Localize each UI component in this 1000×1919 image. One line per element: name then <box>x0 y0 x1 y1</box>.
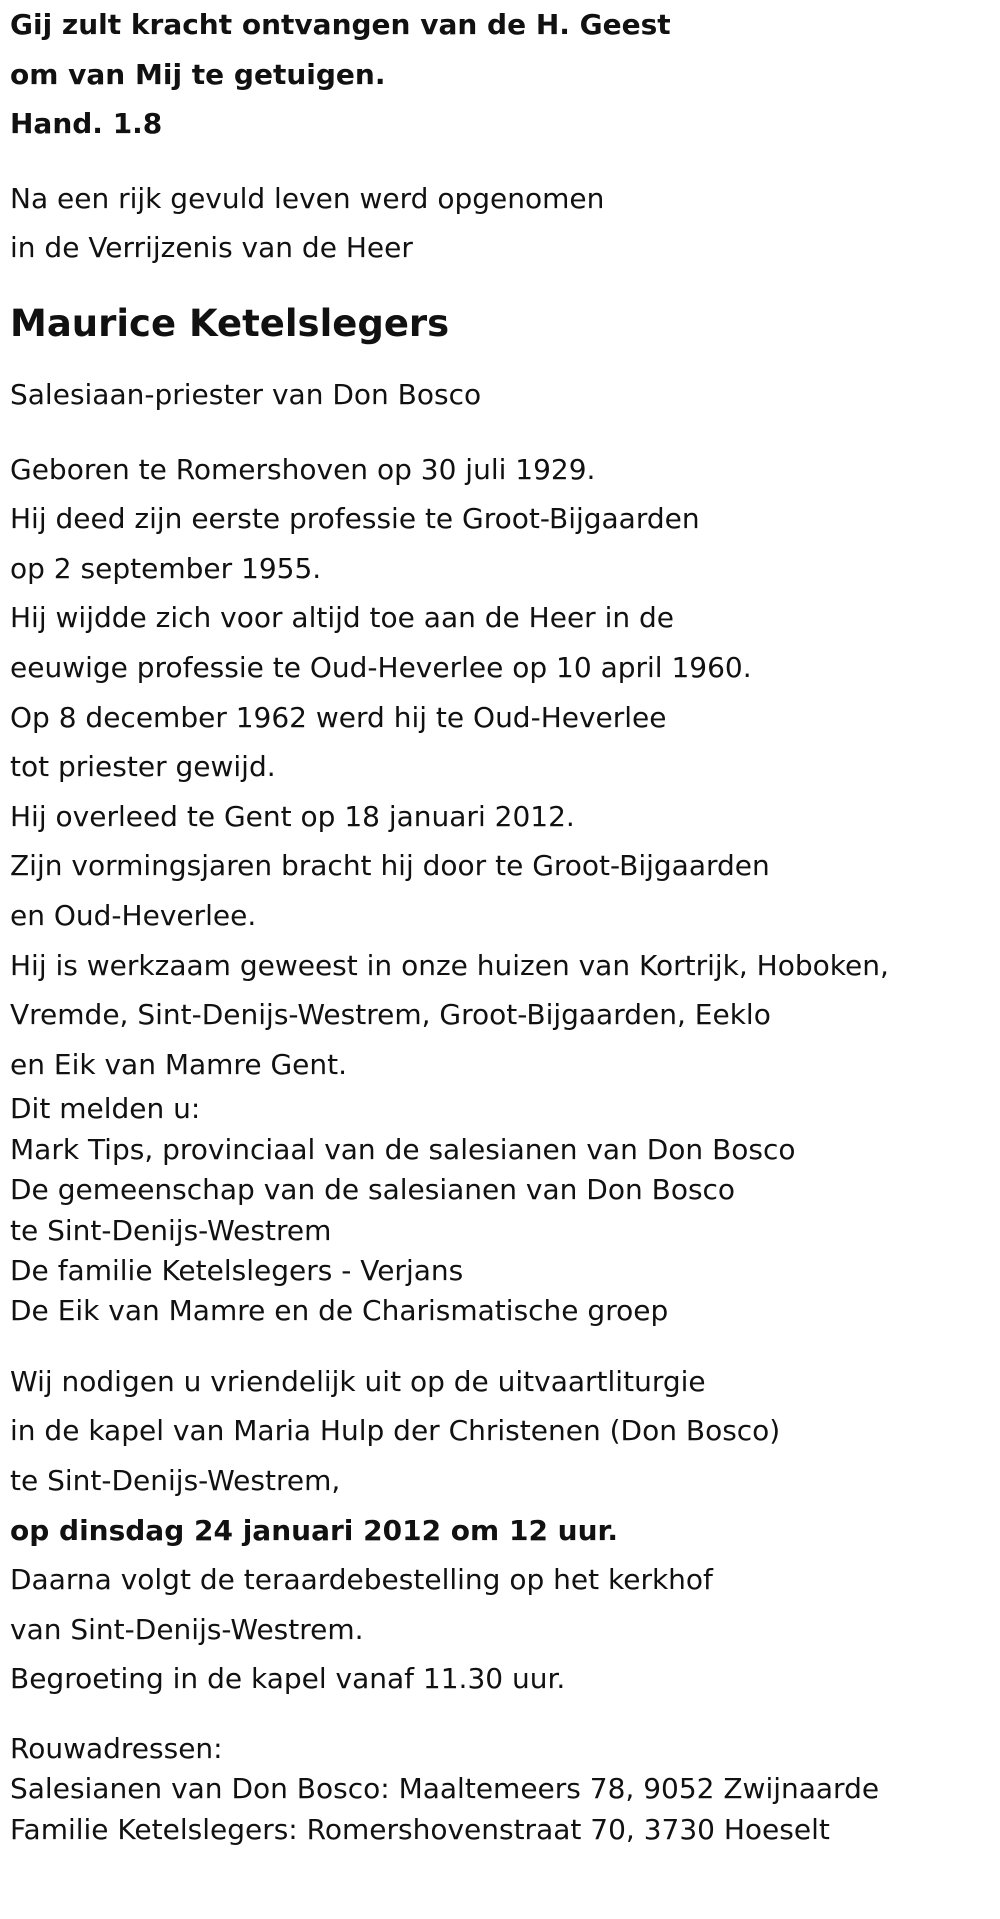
biography-line: op 2 september 1955. <box>10 551 322 585</box>
death-notice <box>10 0 990 1850</box>
verse-line: Gij zult kracht ontvangen van de H. Geest <box>10 8 671 41</box>
deceased-name: Maurice Ketelslegers <box>10 301 450 345</box>
intro-line: in de Verrijzenis van de Heer <box>10 231 413 265</box>
announcer-line: Mark Tips, provinciaal van de salesianen van Don Bosco <box>10 1132 796 1166</box>
funeral-line: Wij nodigen u vriendelijk uit op de uitvaartliturgie <box>10 1364 706 1398</box>
announcer-line: De gemeenschap van de salesianen van Don Bosco <box>10 1173 736 1207</box>
intro-line: Na een rijk gevuld leven werd opgenomen <box>10 181 605 215</box>
biography-line: en Oud-Heverlee. <box>10 898 257 932</box>
announcers-heading: Dit melden u: <box>10 1092 201 1126</box>
bible-verse <box>10 0 990 149</box>
funeral-line: Daarna volgt de teraardebestelling op het kerkhof <box>10 1563 713 1597</box>
announcers <box>10 1089 990 1331</box>
announcer-line: te Sint-Denijs-Westrem <box>10 1213 332 1247</box>
funeral-date-time: op dinsdag 24 januari 2012 om 12 uur. <box>10 1513 618 1547</box>
addresses-heading: Rouwadressen: <box>10 1731 223 1765</box>
biography-line: Geboren te Romershoven op 30 juli 1929. <box>10 452 596 486</box>
condolence-addresses <box>10 1729 990 1850</box>
biography-line: eeuwige professie te Oud-Heverlee op 10 april 1960. <box>10 650 752 684</box>
spacer <box>10 149 990 174</box>
biography-line: Vremde, Sint-Denijs-Westrem, Groot-Bijgaarden, Eeklo <box>10 998 771 1032</box>
funeral-line: van Sint-Denijs-Westrem. <box>10 1612 364 1646</box>
spacer <box>10 1704 990 1729</box>
biography-line: Zijn vormingsjaren bracht hij door te Groot-Bijgaarden <box>10 849 770 883</box>
biography-line: Hij deed zijn eerste professie te Groot-Bijgaarden <box>10 502 700 536</box>
announcer-line: De Eik van Mamre en de Charismatische groep <box>10 1294 669 1328</box>
funeral-line: in de kapel van Maria Hulp der Christenen (Don Bosco) <box>10 1414 781 1448</box>
biography-line: Hij overleed te Gent op 18 januari 2012. <box>10 799 575 833</box>
verse-reference: Hand. 1.8 <box>10 107 163 141</box>
funeral-line: Begroeting in de kapel vanaf 11.30 uur. <box>10 1662 566 1696</box>
verse-line: om van Mij te getuigen. <box>10 57 386 91</box>
announcer-line: De familie Ketelslegers - Verjans <box>10 1253 464 1287</box>
spacer <box>10 420 990 445</box>
biography-line: Hij wijdde zich voor altijd toe aan de Heer in de <box>10 601 675 635</box>
deceased-title: Salesiaan-priester van Don Bosco <box>10 377 482 411</box>
funeral-line: te Sint-Denijs-Westrem, <box>10 1463 341 1497</box>
biography-line: Op 8 december 1962 werd hij te Oud-Heverlee <box>10 700 667 734</box>
biography-line: Hij is werkzaam geweest in onze huizen van Kortrijk, Hoboken, <box>10 948 889 982</box>
address-line: Familie Ketelslegers: Romershovenstraat 70, 3730 Hoeselt <box>10 1812 830 1846</box>
address-line: Salesianen van Don Bosco: Maaltemeers 78, 9052 Zwijnaarde <box>10 1772 880 1806</box>
spacer <box>10 1332 990 1357</box>
biography <box>10 445 990 1090</box>
biography-line: en Eik van Mamre Gent. <box>10 1047 347 1081</box>
intro-text <box>10 174 990 273</box>
funeral-details <box>10 1357 990 1704</box>
biography-line: tot priester gewijd. <box>10 750 276 784</box>
